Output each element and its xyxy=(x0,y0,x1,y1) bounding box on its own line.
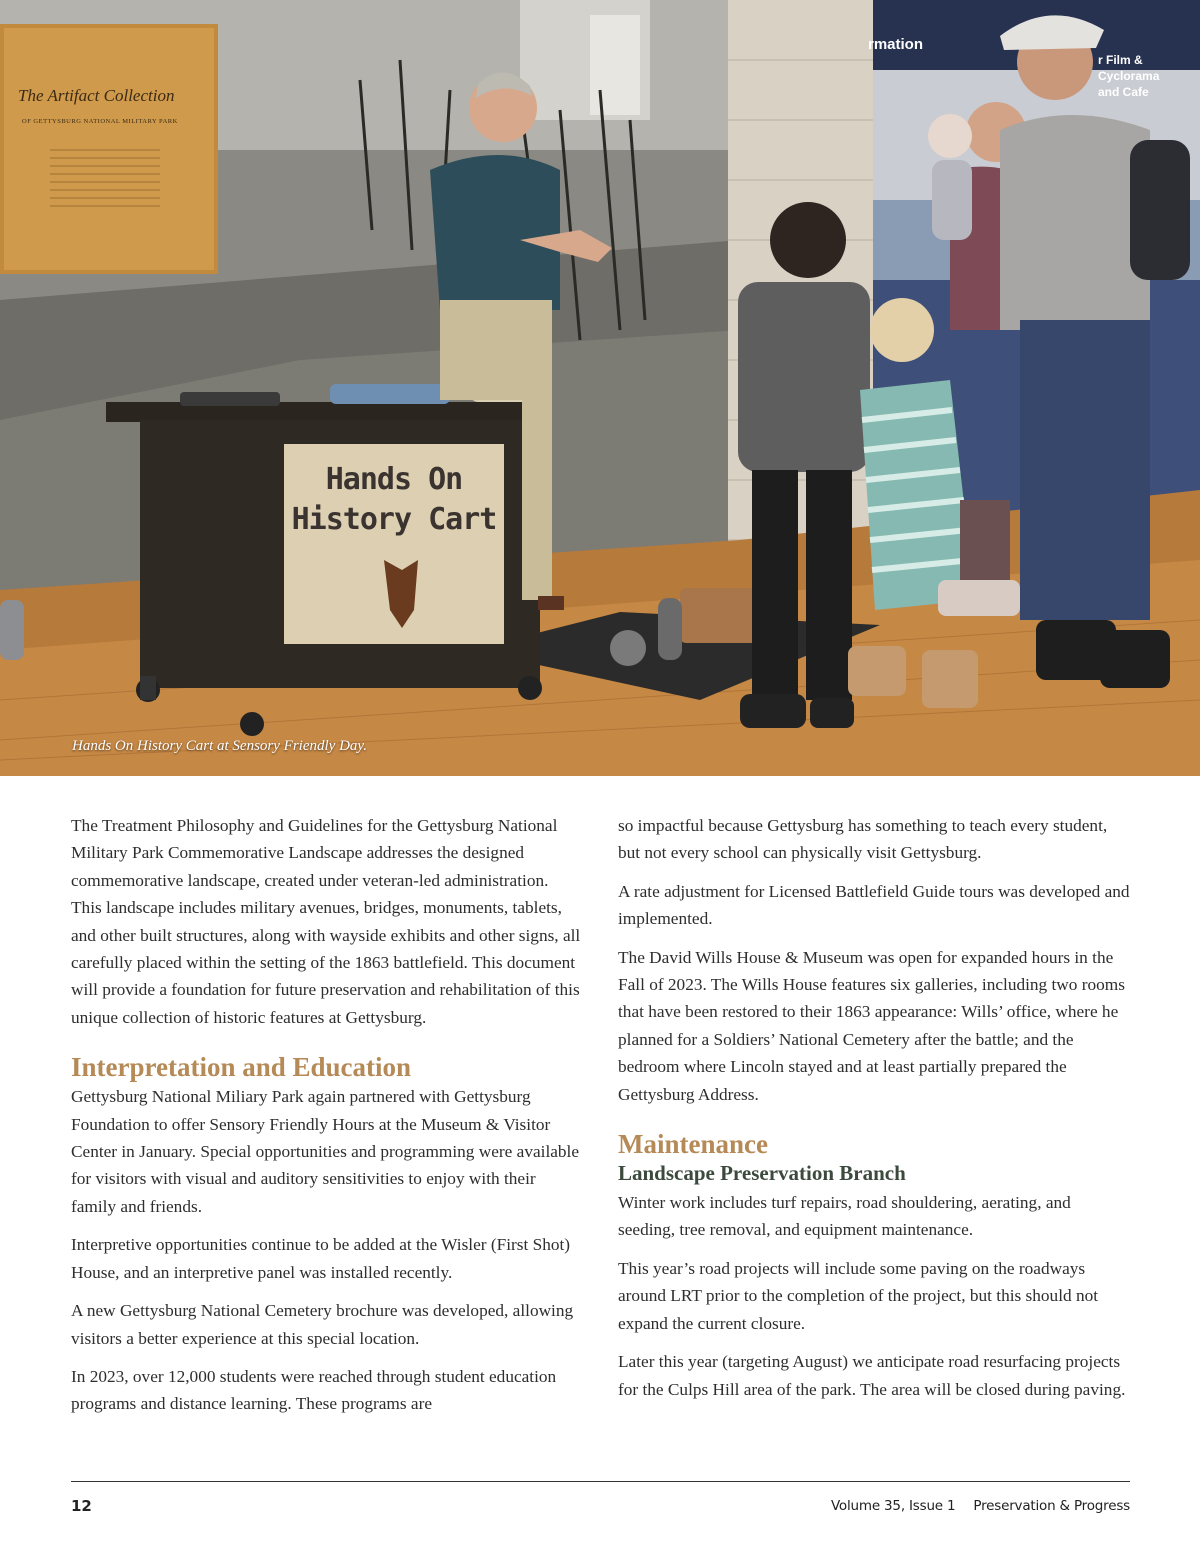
cart-label-line1: Hands On xyxy=(325,462,463,497)
paragraph: Winter work includes turf repairs, road shouldering, aerating, and seeding, tree removal, and equipment maintenance. xyxy=(618,1193,1071,1240)
left-column xyxy=(71,812,583,1429)
photo-caption: Hands On History Cart at Sensory Friendly Day. xyxy=(72,738,367,754)
paragraph: This year’s road projects will include some paving on the roadways around LRT prior to the completion of the project, but this should not expand the current closure. xyxy=(618,1258,1099,1333)
direction-sign-film-line1: r Film & Cyclorama xyxy=(1098,53,1160,83)
cart-label xyxy=(284,460,504,540)
paragraph: A rate adjustment for Licensed Battlefield Guide tours was developed and implemented. xyxy=(618,881,1130,929)
paragraph: In 2023, over 12,000 students were reached through student education programs and distance learning. These programs are xyxy=(71,1366,557,1414)
paragraph: so impactful because Gettysburg has something to teach every student, but not every school can physically visit Gettysburg. xyxy=(618,816,1108,863)
page-number: 12 xyxy=(71,1497,92,1515)
paragraph: Interpretive opportunities continue to be added at the Wisler (First Shot) House, and an interpretive panel was installed recently. xyxy=(71,1235,571,1282)
intro-paragraph: The Treatment Philosophy and Guidelines for the Gettysburg National Military Park Commemorative Landscape addresses the designed commemorative landscape, created under veteran-led administration. This landscape includes military avenues, bridges, monuments, tablets, and other built structures, along with wayside exhibits and other signs, all carefully placed within the setting of the 1863 battlefield. This document will provide a foundation for future preservation and rehabilitation of this unique collection of historic features at Gettysburg. xyxy=(71,816,581,1027)
paragraph: A new Gettysburg National Cemetery brochure was developed, allowing visitors a better experience at this special location. xyxy=(71,1301,574,1348)
direction-sign-film xyxy=(1098,52,1198,100)
cart-label-line2: History Cart xyxy=(291,502,497,537)
direction-sign-film-line2: and Cafe xyxy=(1098,85,1149,99)
issue-label: Volume 35, Issue 1 xyxy=(830,1498,956,1514)
heading-interpretation-education: Interpretation and Education xyxy=(71,1052,412,1083)
publication-title: Preservation & Progress xyxy=(973,1498,1130,1514)
paragraph: Gettysburg National Miliary Park again partnered with Gettysburg Foundation to offer Sensory Friendly Hours at the Museum & Visitor Center in January. Special opportunities and programming were available for visitors with visual and auditory sensitivities to enjoy with their family and friends. xyxy=(71,1087,580,1216)
direction-sign-information: rmation xyxy=(868,36,924,53)
wall-sign-subtitle: OF GETTYSBURG NATIONAL MILITARY PARK xyxy=(22,118,178,125)
photo-illustration xyxy=(0,0,1200,776)
heading-maintenance: Maintenance xyxy=(618,1129,768,1160)
footer-divider xyxy=(71,1481,1130,1482)
paragraph: The David Wills House & Museum was open for expanded hours in the Fall of 2023. The Wills House features six galleries, including two rooms that have been restored to their 1863 appearance: Wills’ office, where he planned for a Soldiers’ National Cemetery after the battle; and the bedroom where Lincoln stayed and at least partially prepared the Gettysburg Address. xyxy=(618,947,1125,1104)
footer-publication-info xyxy=(831,1498,1130,1514)
wall-sign-title: The Artifact Collection xyxy=(18,86,175,105)
feature-photo xyxy=(0,0,1200,776)
subheading-landscape-preservation: Landscape Preservation Branch xyxy=(618,1161,906,1186)
paragraph: Later this year (targeting August) we anticipate road resurfacing projects for the Culps Hill area of the park. The area will be closed during paving. xyxy=(618,1352,1126,1399)
right-column xyxy=(618,812,1130,1414)
